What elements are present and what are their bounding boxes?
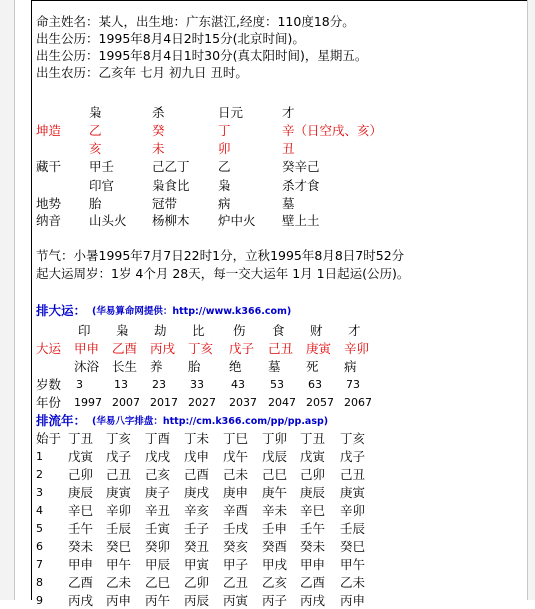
bazi-cell: 枭 <box>218 178 231 193</box>
bazi-cell: 壁上土 <box>282 213 320 228</box>
dayun-year: 2057 <box>306 396 334 409</box>
liunian-cell: 丁丑 <box>68 431 94 446</box>
liunian-cell: 壬戌 <box>223 521 249 536</box>
dayun-pillar: 乙酉 <box>112 341 138 356</box>
document-left-border <box>31 0 32 600</box>
dayun-year: 2027 <box>188 396 216 409</box>
liunian-cell: 乙未 <box>340 575 366 590</box>
liunian-cell: 戊辰 <box>262 449 288 464</box>
bazi-cell: 己乙丁 <box>152 159 190 174</box>
liunian-cell: 戊寅 <box>300 449 326 464</box>
bazi-cell: 乙 <box>218 159 231 174</box>
liunian-cell: 戊寅 <box>68 449 94 464</box>
document-top-border <box>31 0 527 1</box>
liunian-cell: 壬申 <box>262 521 288 536</box>
liunian-cell: 庚子 <box>145 485 171 500</box>
bazi-row-label: 纳音 <box>36 213 62 228</box>
liunian-cell: 辛丑 <box>145 503 171 518</box>
liunian-cell: 甲午 <box>106 557 132 572</box>
dayun-label: 大运 <box>36 341 62 356</box>
dayun-year: 2037 <box>229 396 257 409</box>
bazi-branch: 亥 <box>89 141 102 156</box>
liunian-cell: 丁酉 <box>145 431 171 446</box>
dayun-god: 印 <box>78 323 91 338</box>
dayun-state: 绝 <box>229 359 242 374</box>
liunian-cell: 辛酉 <box>223 503 249 518</box>
liunian-cell: 乙亥 <box>262 575 288 590</box>
bazi-god: 才 <box>282 105 295 120</box>
bazi-stem: 乙 <box>89 123 102 138</box>
dayun-pillar: 己丑 <box>268 341 294 356</box>
liunian-cell: 甲申 <box>68 557 94 572</box>
dayun-state: 沐浴 <box>74 359 100 374</box>
liunian-cell: 丙寅 <box>223 593 249 608</box>
liunian-cell: 丁亥 <box>106 431 132 446</box>
liunian-cell: 癸巳 <box>340 539 366 554</box>
year-label: 年份 <box>36 395 62 410</box>
liunian-cell: 乙丑 <box>223 575 249 590</box>
dayun-state: 养 <box>150 359 163 374</box>
liunian-cell: 癸酉 <box>262 539 288 554</box>
liunian-cell: 己亥 <box>145 467 171 482</box>
liunian-cell: 丁巳 <box>223 431 249 446</box>
liunian-cell: 戊戌 <box>145 449 171 464</box>
bazi-cell: 甲壬 <box>89 159 115 174</box>
dayun-state: 长生 <box>112 359 138 374</box>
liunian-cell: 乙酉 <box>300 575 326 590</box>
liunian-cell: 丙子 <box>262 593 288 608</box>
dayun-age: 23 <box>152 378 166 391</box>
bazi-cell: 病 <box>218 196 231 211</box>
left-window-frame <box>0 0 15 600</box>
liunian-cell: 己丑 <box>106 467 132 482</box>
dayun-age: 63 <box>308 378 322 391</box>
liunian-cell: 丙申 <box>340 593 366 608</box>
dayun-age: 73 <box>346 378 360 391</box>
dayun-age: 3 <box>76 378 83 391</box>
info-line: 出生农历：乙亥年 七月 初九日 丑时。 <box>36 65 248 80</box>
liunian-cell: 戊子 <box>340 449 366 464</box>
liunian-cell: 壬辰 <box>340 521 366 536</box>
bazi-god: 杀 <box>152 105 165 120</box>
liunian-row-label: 1 <box>36 450 43 463</box>
dayun-pillar: 丁亥 <box>188 341 214 356</box>
liunian-source-link[interactable]: (华易八字排盘：http://cm.k366.com/pp/pp.asp) <box>92 416 329 427</box>
dayun-god: 才 <box>348 323 361 338</box>
dayun-state: 病 <box>344 359 357 374</box>
liunian-cell: 乙卯 <box>184 575 210 590</box>
liunian-cell: 戊午 <box>223 449 249 464</box>
liunian-cell: 癸未 <box>300 539 326 554</box>
right-scrollbar-track[interactable] <box>527 0 535 600</box>
bazi-cell: 杨柳木 <box>152 213 190 228</box>
liunian-cell: 丙申 <box>106 593 132 608</box>
liunian-cell: 癸亥 <box>223 539 249 554</box>
bazi-cell: 枭食比 <box>152 178 190 193</box>
liunian-cell: 丁未 <box>184 431 210 446</box>
liunian-cell: 丁亥 <box>340 431 366 446</box>
bazi-row-label: 藏干 <box>36 159 62 174</box>
bazi-row-label: 地势 <box>36 196 62 211</box>
liunian-cell: 戊子 <box>106 449 132 464</box>
liunian-cell: 辛卯 <box>340 503 366 518</box>
dayun-age: 13 <box>114 378 128 391</box>
liunian-cell: 癸卯 <box>145 539 171 554</box>
bazi-stem: 癸 <box>152 123 165 138</box>
liunian-cell: 乙酉 <box>68 575 94 590</box>
liunian-cell: 己酉 <box>184 467 210 482</box>
bazi-cell: 山头火 <box>89 213 127 228</box>
bazi-cell: 胎 <box>89 196 102 211</box>
liunian-cell: 甲辰 <box>145 557 171 572</box>
liunian-cell: 己卯 <box>300 467 326 482</box>
bazi-god: 日元 <box>218 105 244 120</box>
dayun-god: 财 <box>310 323 323 338</box>
liunian-cell: 壬午 <box>68 521 94 536</box>
liunian-cell: 辛巳 <box>300 503 326 518</box>
liunian-row-label: 7 <box>36 558 43 571</box>
dayun-pillar: 辛卯 <box>344 341 370 356</box>
liunian-cell: 癸巳 <box>106 539 132 554</box>
liunian-cell: 癸丑 <box>184 539 210 554</box>
liunian-cell: 庚午 <box>262 485 288 500</box>
liunian-cell: 甲午 <box>340 557 366 572</box>
bazi-cell: 癸辛己 <box>282 159 320 174</box>
dayun-god: 伤 <box>233 323 246 338</box>
dayun-state: 墓 <box>268 359 281 374</box>
liunian-row-label: 5 <box>36 522 43 535</box>
liunian-cell: 甲申 <box>300 557 326 572</box>
info-line: 出生公历：1995年8月4日2时15分(北京时间)。 <box>36 31 305 46</box>
info-line: 命主姓名：某人，出生地：广东湛江,经度：110度18分。 <box>36 14 355 29</box>
liunian-cell: 戊申 <box>184 449 210 464</box>
liunian-cell: 己巳 <box>262 467 288 482</box>
liunian-cell: 辛未 <box>262 503 288 518</box>
dayun-state: 胎 <box>188 359 201 374</box>
liunian-cell: 甲戌 <box>262 557 288 572</box>
liunian-cell: 己未 <box>223 467 249 482</box>
jieqi-line: 节气：小暑1995年7月7日22时1分，立秋1995年8月8日7时52分 <box>36 248 405 263</box>
info-line: 出生公历：1995年8月4日1时30分(真太阳时间)，星期五。 <box>36 48 368 63</box>
liunian-cell: 庚申 <box>223 485 249 500</box>
liunian-cell: 丁卯 <box>262 431 288 446</box>
dayun-state: 死 <box>306 359 319 374</box>
liunian-cell: 甲寅 <box>184 557 210 572</box>
dayun-pillar: 甲申 <box>74 341 100 356</box>
liunian-cell: 壬子 <box>184 521 210 536</box>
liunian-cell: 庚戌 <box>184 485 210 500</box>
bazi-cell: 冠带 <box>152 196 178 211</box>
liunian-cell: 壬寅 <box>145 521 171 536</box>
age-label: 岁数 <box>36 377 62 392</box>
dayun-age: 43 <box>231 378 245 391</box>
liunian-row-label: 3 <box>36 486 43 499</box>
liunian-row-label: 始于 <box>36 431 62 446</box>
bazi-cell: 炉中火 <box>218 213 256 228</box>
dayun-age: 33 <box>190 378 204 391</box>
bazi-cell: 杀才食 <box>282 178 320 193</box>
dayun-god: 比 <box>192 323 205 338</box>
dayun-pillar: 庚寅 <box>306 341 332 356</box>
dayun-god: 食 <box>272 323 285 338</box>
liunian-title: 排流年： <box>36 413 87 428</box>
bazi-branch: 未 <box>152 141 165 156</box>
liunian-cell: 丁丑 <box>300 431 326 446</box>
liunian-row-label: 2 <box>36 468 43 481</box>
liunian-cell: 甲子 <box>223 557 249 572</box>
dayun-pillar: 戊子 <box>229 341 255 356</box>
dayun-age: 53 <box>270 378 284 391</box>
liunian-cell: 庚寅 <box>106 485 132 500</box>
liunian-cell: 庚寅 <box>340 485 366 500</box>
bazi-cell: 墓 <box>282 196 295 211</box>
dayun-year: 2017 <box>150 396 178 409</box>
liunian-row-label: 9 <box>36 594 43 607</box>
dayun-year: 2067 <box>344 396 372 409</box>
dayun-god: 枭 <box>116 323 129 338</box>
dayun-title: 排大运： <box>36 303 87 318</box>
liunian-cell: 庚辰 <box>68 485 94 500</box>
bazi-stem: 辛（日空戌、亥） <box>282 123 383 138</box>
liunian-cell: 丙戌 <box>300 593 326 608</box>
liunian-cell: 丙午 <box>145 593 171 608</box>
liunian-cell: 乙巳 <box>145 575 171 590</box>
liunian-cell: 丙辰 <box>184 593 210 608</box>
dayun-year: 2047 <box>268 396 296 409</box>
dayun-year: 1997 <box>74 396 102 409</box>
dayun-pillar: 丙戌 <box>150 341 176 356</box>
dayun-year: 2007 <box>112 396 140 409</box>
liunian-cell: 庚辰 <box>300 485 326 500</box>
bazi-branch: 丑 <box>282 141 295 156</box>
qiyun-line: 起大运周岁：1岁 4个月 28天，每一交大运年 1月 1日起运(公历)。 <box>36 266 410 281</box>
dayun-god: 劫 <box>154 323 167 338</box>
bazi-cell: 印官 <box>89 178 115 193</box>
kun-label: 坤造 <box>36 123 62 138</box>
liunian-cell: 辛亥 <box>184 503 210 518</box>
liunian-cell: 壬辰 <box>106 521 132 536</box>
bazi-branch: 卯 <box>218 141 231 156</box>
bazi-stem: 丁 <box>218 123 231 138</box>
bazi-god: 枭 <box>89 105 102 120</box>
liunian-cell: 丙戌 <box>68 593 94 608</box>
liunian-cell: 己丑 <box>340 467 366 482</box>
liunian-cell: 癸未 <box>68 539 94 554</box>
liunian-cell: 己卯 <box>68 467 94 482</box>
liunian-row-label: 8 <box>36 576 43 589</box>
liunian-row-label: 4 <box>36 504 43 517</box>
liunian-cell: 辛卯 <box>106 503 132 518</box>
liunian-row-label: 6 <box>36 540 43 553</box>
liunian-cell: 辛巳 <box>68 503 94 518</box>
liunian-cell: 壬午 <box>300 521 326 536</box>
liunian-cell: 乙未 <box>106 575 132 590</box>
dayun-source-link[interactable]: (华易算命网提供：http://www.k366.com) <box>92 306 292 317</box>
